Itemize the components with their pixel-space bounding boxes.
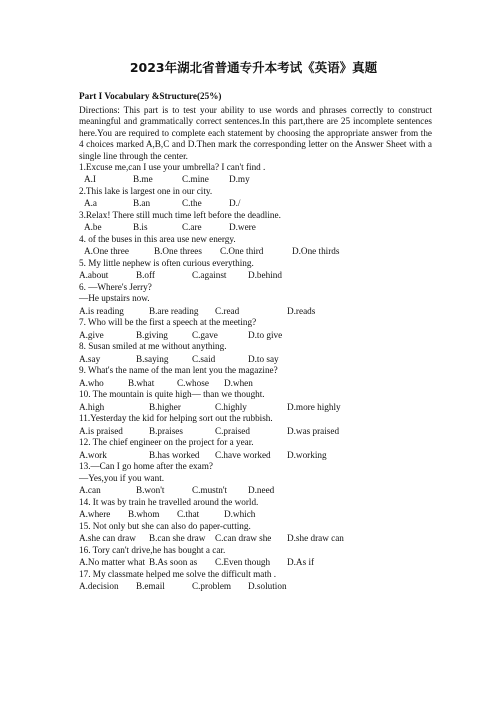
answer-option-c[interactable]: C.against — [192, 270, 227, 281]
answer-option-c[interactable]: C.whose — [177, 377, 209, 388]
answer-option-b[interactable]: B.off — [136, 270, 155, 281]
question-stem: 1.Excuse me,can I use your umbrella? I can't find . — [79, 162, 266, 173]
answer-option-d[interactable]: D.working — [287, 449, 327, 460]
answer-options — [79, 305, 432, 318]
question-stem: 2.This lake is largest one in our city. — [79, 186, 213, 197]
answer-option-a[interactable]: A.can — [79, 485, 101, 496]
answer-options — [79, 329, 432, 342]
answer-options — [79, 425, 432, 438]
answer-option-a[interactable]: A.where — [79, 509, 111, 520]
question-stem: 14. It was by train he travelled around the world. — [79, 496, 259, 507]
answer-option-b[interactable]: B.what — [128, 377, 155, 388]
answer-option-d[interactable]: D.solution — [248, 581, 287, 592]
question-item — [79, 210, 432, 234]
answer-option-a[interactable]: A.say — [79, 353, 101, 364]
question-item — [79, 389, 432, 413]
answer-options — [79, 401, 432, 414]
answer-option-c[interactable]: C.are — [182, 222, 202, 233]
answer-option-d[interactable]: D.when — [224, 377, 253, 388]
answer-option-d[interactable]: D.were — [229, 222, 256, 233]
question-stem: 11.Yesterday the kid for helping sort out the rubbish. — [79, 413, 273, 424]
question-stem: 12. The chief engineer on the project for a year. — [79, 437, 254, 448]
question-stem: 16. Tory can't drive,he has bought a car. — [79, 544, 226, 555]
answer-option-a[interactable]: A.high — [79, 401, 105, 412]
answer-option-d[interactable]: D.more highly — [287, 401, 341, 412]
question-item — [79, 365, 432, 389]
question-stem: 8. Susan smiled at me without anything. — [79, 341, 227, 352]
answer-option-d[interactable]: D.to give — [248, 329, 283, 340]
answer-option-d[interactable]: D.which — [224, 509, 256, 520]
answer-option-a[interactable]: A.be — [84, 222, 102, 233]
answer-option-d[interactable]: D.to say — [248, 353, 279, 364]
answer-option-b[interactable]: B.higher — [149, 401, 181, 412]
answer-options — [79, 377, 432, 390]
answer-options — [79, 449, 432, 462]
answer-option-c[interactable]: C.said — [192, 353, 216, 364]
answer-option-d[interactable]: D.behind — [248, 270, 282, 281]
answer-option-c[interactable]: C.have worked — [215, 449, 271, 460]
answer-option-a[interactable]: A.is praised — [79, 425, 123, 436]
answer-option-a[interactable]: A.is reading — [79, 305, 124, 316]
question-stem: 3.Relax! There still much time left before the deadline. — [79, 210, 281, 221]
question-item — [79, 234, 432, 258]
answer-options — [79, 245, 432, 258]
question-stem: 4. of the buses in this area use new energy. — [79, 234, 236, 245]
answer-option-c[interactable]: C.can draw she — [215, 533, 272, 544]
question-item — [79, 317, 432, 341]
question-stem: 9. What's the name of the man lent you the magazine? — [79, 365, 278, 376]
answer-option-b[interactable]: B.email — [136, 581, 165, 592]
answer-option-b[interactable]: B.me — [133, 174, 153, 185]
answer-option-c[interactable]: C.problem — [192, 581, 232, 592]
answer-options — [79, 197, 432, 210]
answer-option-d[interactable]: D.was praised — [287, 425, 340, 436]
answer-option-b[interactable]: B.can she draw — [149, 533, 206, 544]
section-heading: Part I Vocabulary &Structure(25%) — [79, 91, 222, 101]
answer-option-c[interactable]: C.highly — [215, 401, 247, 412]
answer-option-c[interactable]: C.the — [182, 198, 202, 209]
answer-option-b[interactable]: B.an — [133, 198, 151, 209]
answer-option-a[interactable]: A.about — [79, 270, 109, 281]
answer-options — [79, 221, 432, 234]
answer-option-c[interactable]: C.gave — [192, 329, 218, 340]
question-response: —Yes,you if you want. — [79, 472, 165, 483]
page-title: 2023年湖北省普通专升本考试《英语》真题 — [129, 60, 378, 75]
answer-option-c[interactable]: C.read — [215, 305, 240, 316]
answer-options — [79, 508, 432, 521]
answer-option-b[interactable]: B.praises — [149, 425, 183, 436]
answer-option-c[interactable]: C.mustn't — [192, 485, 228, 496]
answer-options — [79, 353, 432, 366]
question-stem: 7. Who will be the first a speech at the meeting? — [79, 317, 257, 328]
question-stem: 10. The mountain is quite high— than we thought. — [79, 389, 265, 400]
answer-option-b[interactable]: B.giving — [136, 329, 168, 340]
question-item — [79, 341, 432, 365]
question-item — [79, 461, 432, 496]
question-stem: 5. My little nephew is often curious everything. — [79, 258, 254, 269]
answer-option-b[interactable]: B.is — [133, 222, 148, 233]
answer-option-d[interactable]: D.One thirds — [292, 246, 340, 257]
answer-option-a[interactable]: A.decision — [79, 581, 119, 592]
question-item — [79, 258, 432, 282]
answer-option-a[interactable]: A.she can draw — [79, 533, 136, 544]
answer-option-d[interactable]: D.she draw can — [287, 533, 344, 544]
answer-option-a[interactable]: A.give — [79, 329, 104, 340]
answer-option-a[interactable]: A.One three — [84, 246, 129, 257]
question-stem: 15. Not only but she can also do paper-cutting. — [79, 520, 251, 531]
answer-option-a[interactable]: A.No matter what — [79, 557, 146, 568]
answer-options — [79, 580, 432, 593]
answer-option-c[interactable]: C.praised — [215, 425, 250, 436]
question-item — [79, 162, 432, 186]
answer-option-b[interactable]: B.are reading — [149, 305, 199, 316]
answer-option-b[interactable]: B.has worked — [149, 449, 200, 460]
question-stem: 13.—Can I go home after the exam? — [79, 461, 213, 472]
answer-option-b[interactable]: B.One threes — [154, 246, 202, 257]
answer-option-b[interactable]: B.As soon as — [149, 557, 198, 568]
answer-option-c[interactable]: C.One third — [220, 246, 264, 257]
answer-option-d[interactable]: D.reads — [287, 305, 316, 316]
answer-option-d[interactable]: D.need — [248, 485, 275, 496]
question-stem: 6. —Where's Jerry? — [79, 282, 152, 293]
answer-options — [79, 556, 432, 569]
answer-option-d[interactable]: D.my — [229, 174, 250, 185]
question-item — [79, 186, 432, 210]
question-item — [79, 282, 432, 317]
answer-option-d[interactable]: D.As if — [287, 557, 315, 568]
question-item — [79, 569, 432, 593]
question-list — [79, 162, 432, 593]
question-item — [79, 437, 432, 461]
answer-options — [79, 484, 432, 497]
answer-option-c[interactable]: C.mine — [182, 174, 209, 185]
answer-option-c[interactable]: C.Even though — [215, 557, 271, 568]
question-item — [79, 521, 432, 545]
answer-option-b[interactable]: B.whom — [128, 509, 160, 520]
answer-option-a[interactable]: A.a — [84, 198, 98, 209]
answer-options — [79, 269, 432, 282]
answer-options — [79, 173, 432, 186]
answer-option-c[interactable]: C.that — [177, 509, 200, 520]
answer-options — [79, 532, 432, 545]
question-item — [79, 413, 432, 437]
answer-option-a[interactable]: A.I — [84, 174, 96, 185]
question-response: —He upstairs now. — [79, 293, 150, 304]
directions-paragraph: Directions: This part is to test your ability to use words and phrases correctly to construct meaningful and grammatically correct sentences.In this part,there are 25 incomplete sentences here.You are required to complete each statement by choosing the appropriate answer from the 4 choices marked A,B,C and D.Then mark the corresponding letter on the Answer Sheet with a single line through the center. — [79, 105, 432, 161]
answer-option-a[interactable]: A.work — [79, 449, 107, 460]
answer-option-b[interactable]: B.won't — [136, 485, 165, 496]
answer-option-d[interactable]: D./ — [229, 198, 241, 209]
question-stem: 17. My classmate helped me solve the difficult math . — [79, 568, 277, 579]
question-item — [79, 545, 432, 569]
answer-option-a[interactable]: A.who — [79, 377, 104, 388]
answer-option-b[interactable]: B.saying — [136, 353, 169, 364]
question-item — [79, 497, 432, 521]
